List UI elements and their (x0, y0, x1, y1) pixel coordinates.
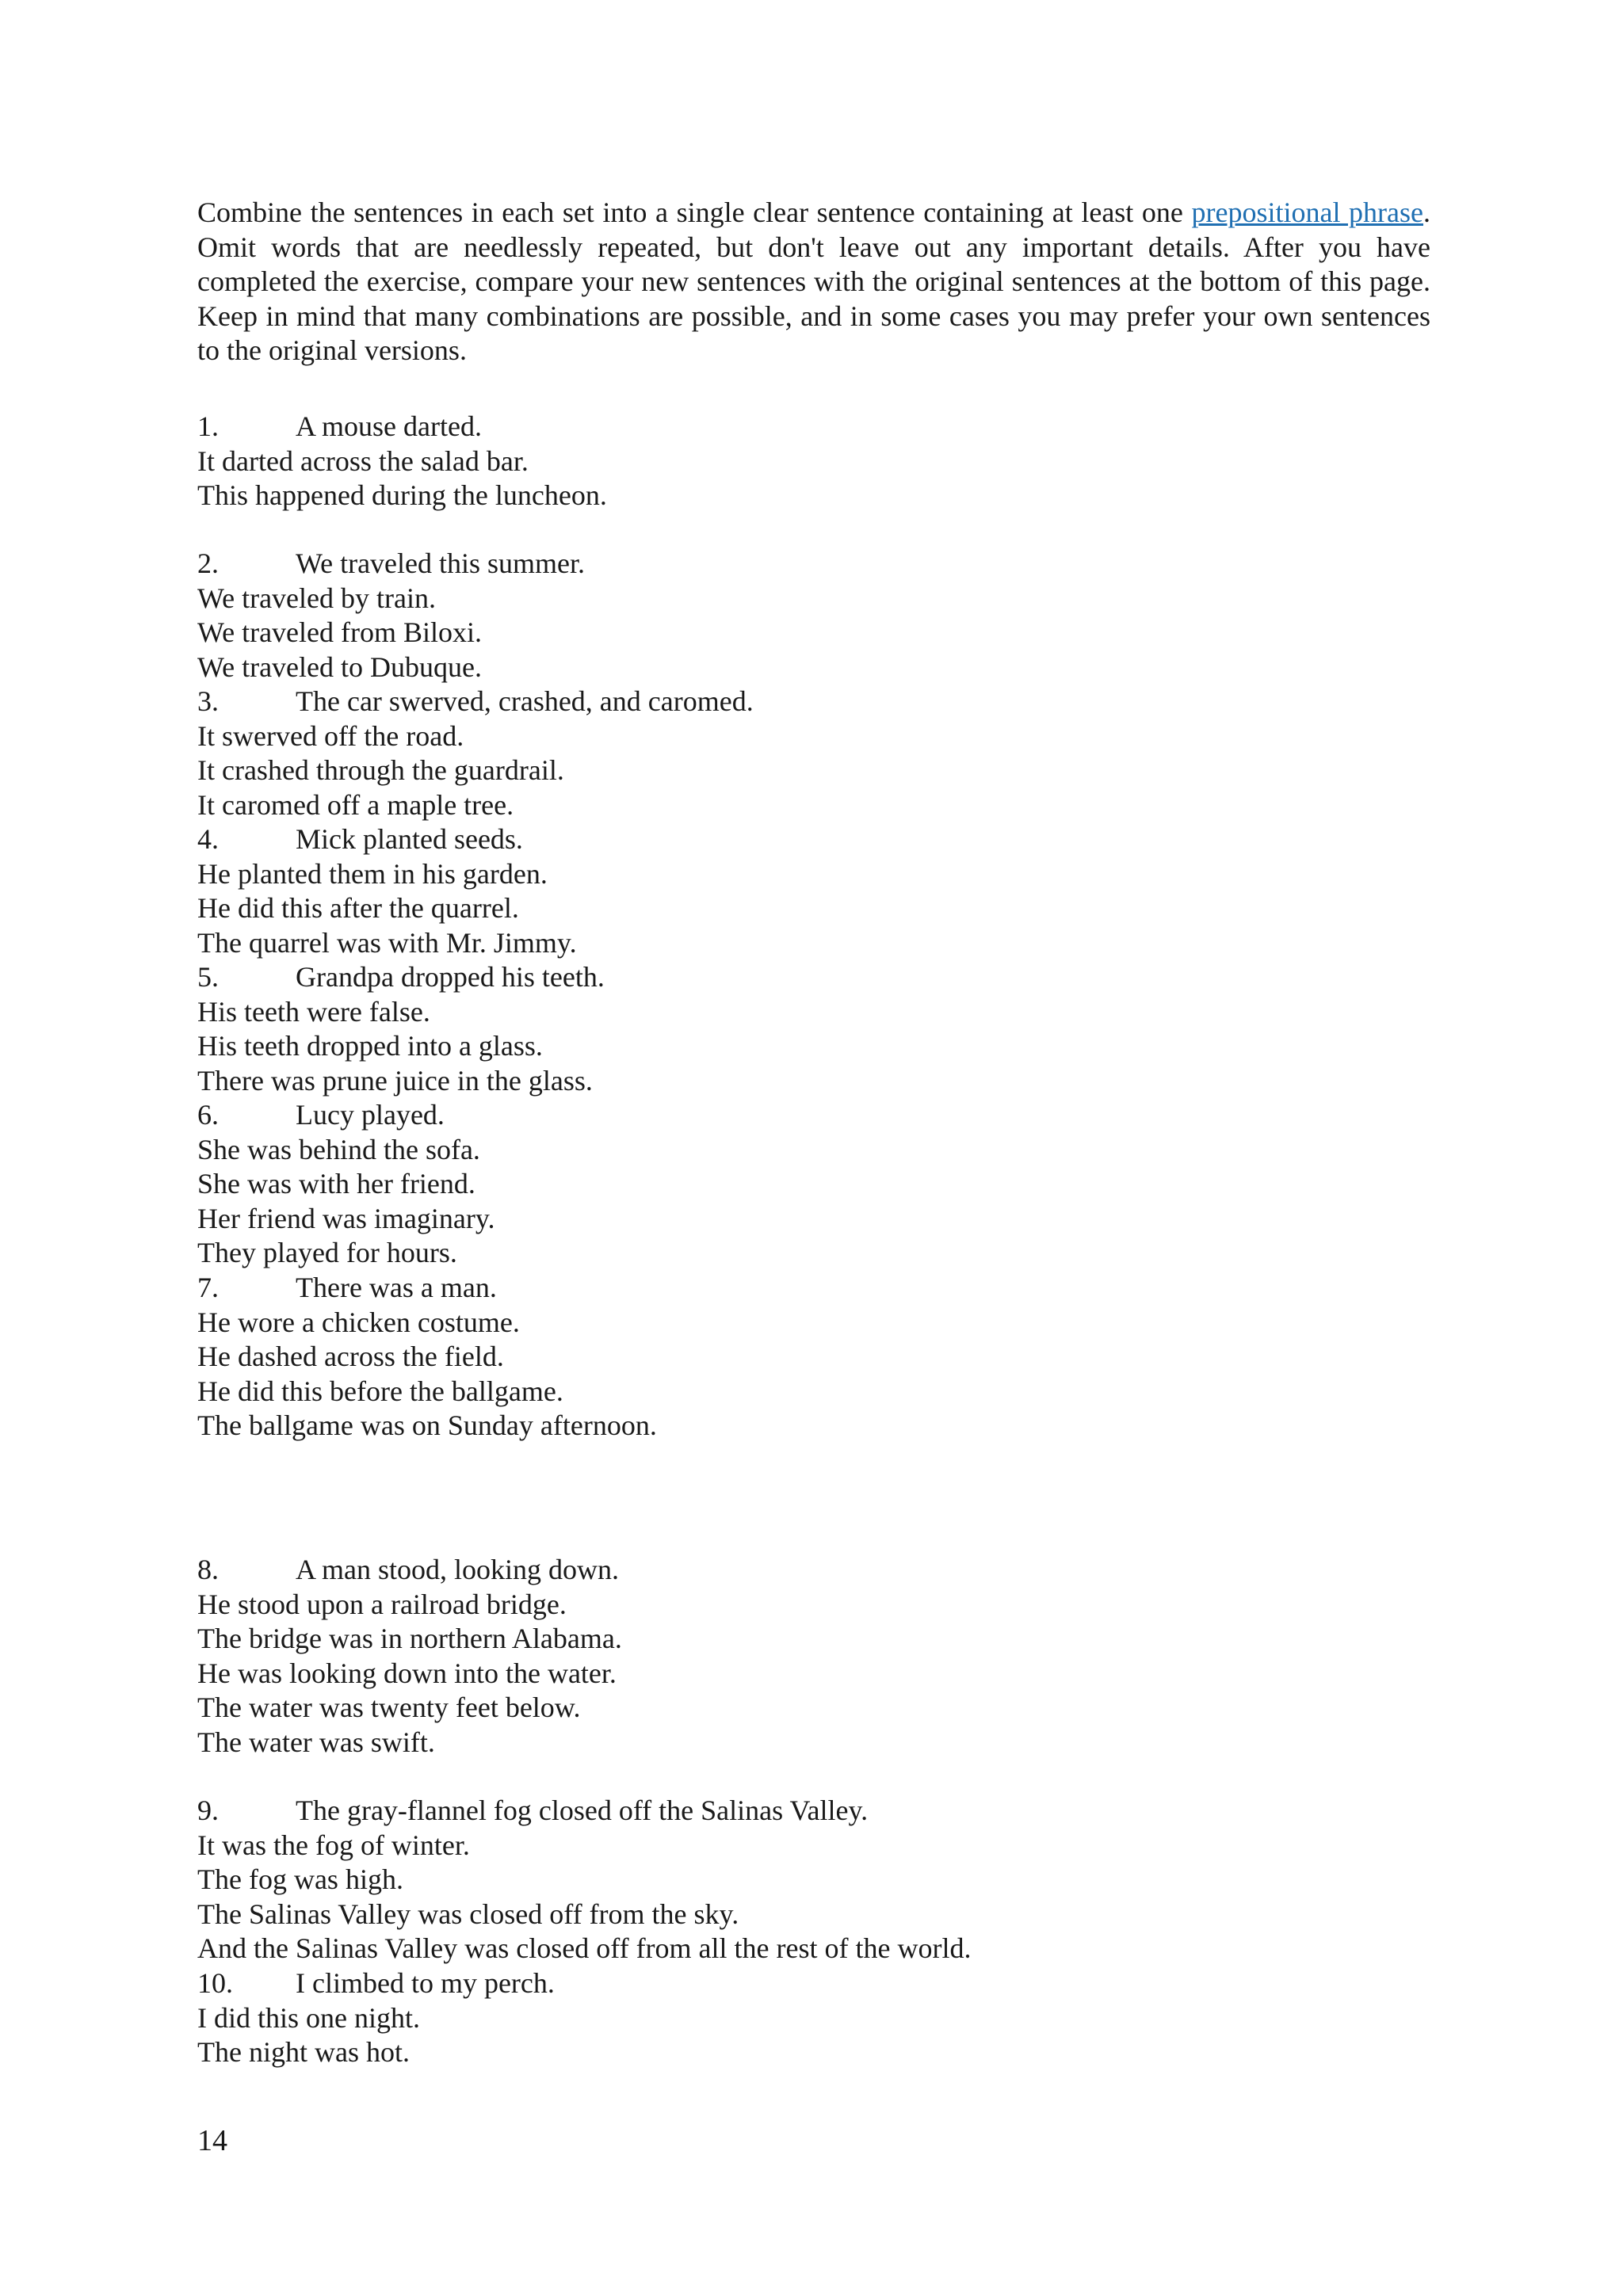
exercise-sentence: The bridge was in northern Alabama. (197, 1623, 622, 1655)
exercise-sentence: The night was hot. (197, 2036, 410, 2069)
exercise-5 (197, 960, 1465, 1098)
exercise-sentence: It darted across the salad bar. (197, 444, 529, 477)
exercise-sentence: They played for hours. (197, 1237, 457, 1269)
exercise-number: 4. (197, 823, 219, 855)
exercise-first-sentence: The gray-flannel fog closed off the Salinas Valley. (296, 1794, 869, 1826)
exercise-sentence: His teeth were false. (197, 995, 430, 1028)
exercise-first-sentence: The car swerved, crashed, and caromed. (296, 685, 754, 717)
exercise-2 (197, 547, 1465, 685)
exercise-number: 9. (197, 1794, 219, 1826)
exercise-sentence: She was with her friend. (197, 1168, 475, 1200)
exercise-number: 3. (197, 685, 219, 717)
exercise-sentence: The water was swift. (197, 1726, 435, 1758)
exercise-sentence: He did this before the ballgame. (197, 1375, 563, 1407)
exercise-number: 1. (197, 410, 219, 442)
exercise-sentence: It crashed through the guardrail. (197, 754, 564, 787)
exercise-first-sentence: Grandpa dropped his teeth. (296, 961, 605, 993)
exercise-first-sentence: A man stood, looking down. (296, 1554, 620, 1585)
exercise-first-sentence: There was a man. (296, 1272, 497, 1303)
exercise-sentence: The Salinas Valley was closed off from the sky. (197, 1897, 739, 1930)
instructions-paragraph (197, 196, 1430, 368)
exercise-sentence: I did this one night. (197, 2001, 420, 2034)
exercise-sentence: He was looking down into the water. (197, 1657, 617, 1689)
exercise-number: 5. (197, 961, 219, 993)
exercise-number: 6. (197, 1099, 219, 1131)
exercise-4 (197, 822, 1465, 960)
instructions-text-end: . Omit words that are needlessly repeated, but don't leave out any important details. After you have completed the exercise, compare your new sentences with the original sentences at the bottom of this page. Keep in mind that many combinations are possible, and in some cases you may prefer your own sentences to the original versions. (197, 196, 1430, 367)
exercise-sentence: The water was twenty feet below. (197, 1691, 581, 1724)
exercise-sentence: And the Salinas Valley was closed off from all the rest of the world. (197, 1932, 972, 1965)
exercise-8 (197, 1553, 1465, 1760)
exercise-sentence: There was prune juice in the glass. (197, 1064, 593, 1097)
exercise-sentence: The fog was high. (197, 1863, 403, 1896)
exercise-first-sentence: I climbed to my perch. (296, 1967, 555, 1999)
exercise-first-sentence: A mouse darted. (296, 410, 482, 442)
exercise-sentence: It caromed off a maple tree. (197, 788, 514, 821)
exercise-sentence: He planted them in his garden. (197, 857, 548, 890)
exercise-sentence: He did this after the quarrel. (197, 892, 519, 925)
exercise-sentence: She was behind the sofa. (197, 1133, 480, 1165)
exercise-first-sentence: Mick planted seeds. (296, 823, 523, 855)
exercise-sentence: The quarrel was with Mr. Jimmy. (197, 926, 577, 959)
exercise-sentence: The ballgame was on Sunday afternoon. (197, 1409, 657, 1442)
exercise-first-sentence: Lucy played. (296, 1099, 445, 1131)
exercise-number: 2. (197, 547, 219, 579)
exercise-sentence: Her friend was imaginary. (197, 1202, 495, 1234)
exercise-3 (197, 685, 1465, 822)
exercise-sentence: He wore a chicken costume. (197, 1306, 520, 1338)
instructions-text-start: Combine the sentences in each set into a single clear sentence containing at least one (197, 196, 1192, 228)
exercise-1 (197, 410, 1465, 513)
exercise-10 (197, 1966, 1465, 2070)
exercise-sentence: We traveled from Biloxi. (197, 616, 482, 649)
exercise-number: 7. (197, 1272, 219, 1303)
exercise-7 (197, 1271, 1465, 1444)
prepositional-phrase-link[interactable]: prepositional phrase (1191, 196, 1423, 228)
exercise-6 (197, 1098, 1465, 1271)
exercise-sentence: We traveled to Dubuque. (197, 650, 482, 683)
exercise-sentence: He dashed across the field. (197, 1341, 504, 1373)
exercise-sentence: It swerved off the road. (197, 719, 464, 752)
exercise-sentence: This happened during the luncheon. (197, 479, 607, 512)
exercise-9 (197, 1794, 1465, 1966)
exercise-number: 10. (197, 1967, 233, 1999)
exercise-sentence: We traveled by train. (197, 582, 436, 614)
exercise-sentence: His teeth dropped into a glass. (197, 1030, 543, 1062)
exercise-number: 8. (197, 1554, 219, 1585)
page-number: 14 (197, 2124, 227, 2157)
exercise-sentence: He stood upon a railroad bridge. (197, 1588, 567, 1620)
exercise-first-sentence: We traveled this summer. (296, 547, 586, 579)
exercise-sentence: It was the fog of winter. (197, 1829, 470, 1861)
